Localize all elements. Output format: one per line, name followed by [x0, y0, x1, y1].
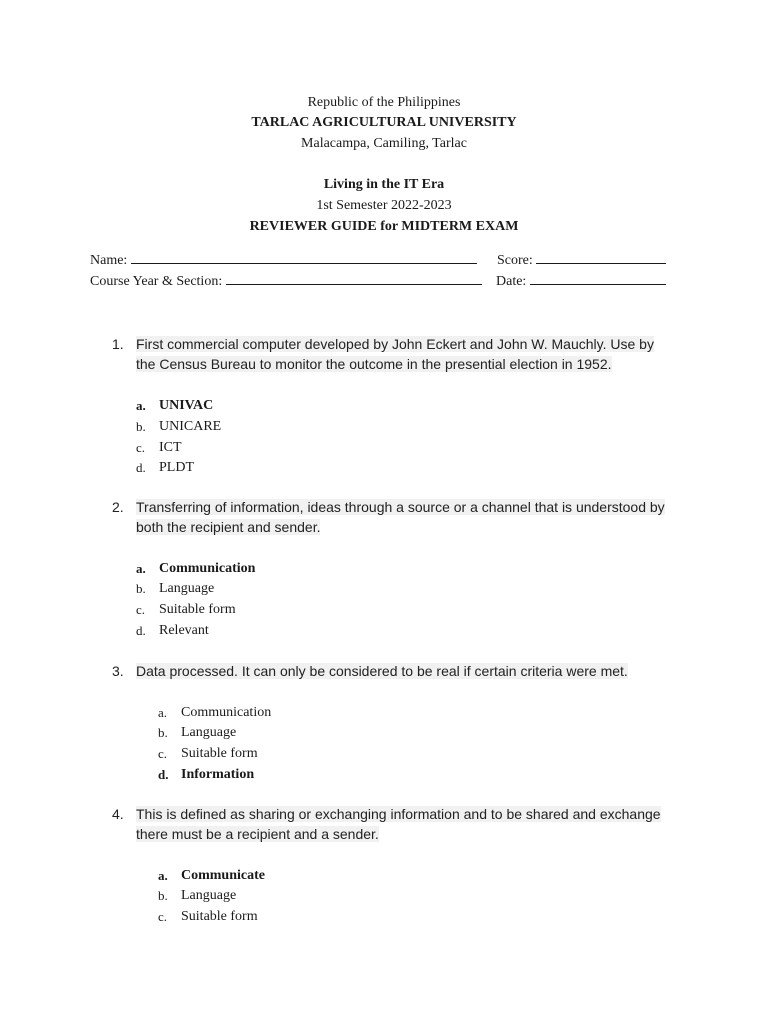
name-field: [90, 251, 477, 270]
question-text: This is defined as sharing or exchanging information and to be shared and exchange there must be a recipient and a sender.: [136, 806, 661, 842]
date-field: [496, 272, 666, 291]
section-blank: [226, 272, 482, 285]
section-field: [90, 272, 482, 291]
course-title: Living in the IT Era: [323, 177, 445, 192]
date-label: Date:: [496, 274, 527, 289]
question-text: Data processed. It can only be considered to be real if certain criteria were met.: [136, 663, 628, 679]
question-number: 2.: [112, 499, 124, 515]
university-name: TARLAC AGRICULTURAL UNIVERSITY: [251, 115, 517, 130]
score-blank: [536, 251, 666, 264]
section-label: Course Year & Section:: [90, 274, 223, 289]
exam-title: REVIEWER GUIDE for MIDTERM EXAM: [249, 219, 519, 234]
question-number: 1.: [112, 336, 124, 352]
date-blank: [530, 272, 666, 285]
score-label: Score:: [497, 253, 533, 268]
question-number: 3.: [112, 663, 124, 679]
country-line: Republic of the Philippines: [307, 95, 461, 110]
university-address: Malacampa, Camiling, Tarlac: [301, 136, 467, 151]
question-number: 4.: [112, 806, 124, 822]
question-text: Transferring of information, ideas through a source or a channel that is understood by both the recipient and sender.: [136, 499, 665, 535]
semester-line: 1st Semester 2022-2023: [316, 198, 452, 213]
score-field: [497, 251, 666, 270]
question-text: First commercial computer developed by John Eckert and John W. Mauchly. Use by the Census Bureau to monitor the outcome in the presential election in 1952.: [136, 336, 654, 372]
name-blank: [131, 251, 477, 264]
name-label: Name:: [90, 253, 128, 268]
